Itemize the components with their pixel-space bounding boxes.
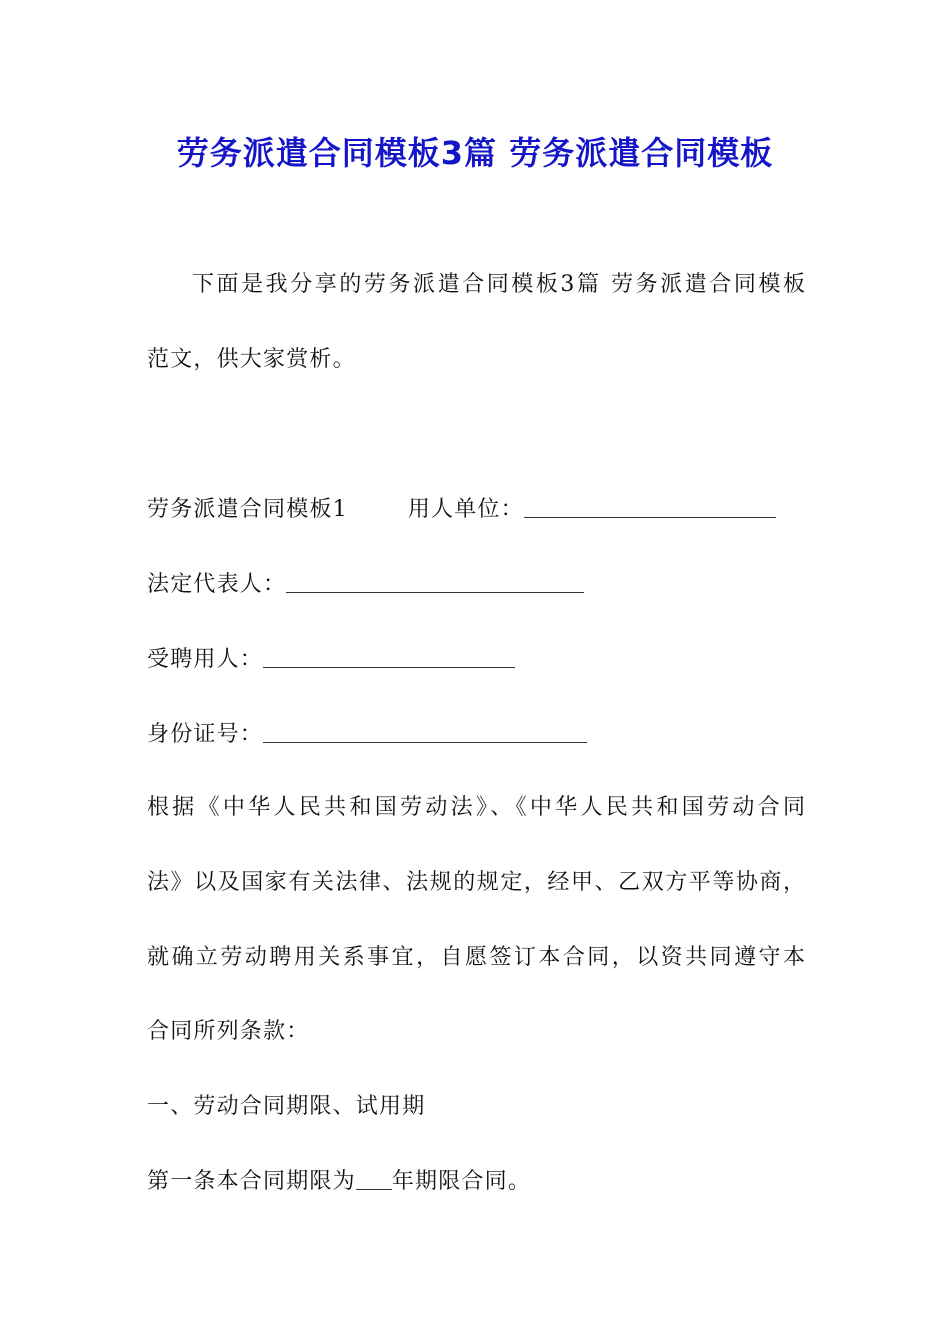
document-title: 劳务派遣合同模板3篇 劳务派遣合同模板 — [176, 134, 774, 172]
paragraph-line-1: 根据《中华人民共和国劳动法》、《中华人民共和国劳动合同 — [147, 795, 805, 820]
employer-label: 用人单位： — [407, 497, 524, 522]
legal-rep-blank — [286, 570, 584, 593]
employee-line — [147, 645, 515, 675]
id-number-line — [147, 720, 587, 750]
employee-blank — [263, 645, 515, 668]
contract-years-blank — [356, 1167, 392, 1190]
intro-line-1: 下面是我分享的劳务派遣合同模板3篇 劳务派遣合同模板 — [192, 272, 805, 297]
template-header-line — [147, 495, 776, 525]
paragraph-line-3: 就确立劳动聘用关系事宜，自愿签订本合同，以资共同遵守本 — [147, 945, 805, 970]
paragraph-line-2: 法》以及国家有关法律、法规的规定，经甲、乙双方平等协商， — [147, 870, 805, 895]
legal-rep-label: 法定代表人： — [147, 572, 287, 597]
employee-label: 受聘用人： — [147, 647, 264, 672]
article-1-line — [147, 1167, 531, 1197]
template-name: 劳务派遣合同模板1 — [147, 497, 348, 522]
article-1-text-after: 年期限合同。 — [391, 1169, 532, 1194]
section-heading: 一、劳动合同期限、试用期 — [147, 1094, 426, 1119]
intro-line-2: 范文，供大家赏析。 — [147, 347, 356, 372]
id-number-blank — [263, 720, 587, 743]
id-number-label: 身份证号： — [147, 722, 264, 747]
article-1-text-before: 第一条本合同期限为 — [147, 1169, 356, 1194]
paragraph-line-4: 合同所列条款： — [147, 1019, 310, 1044]
employer-blank — [524, 495, 776, 518]
legal-rep-line — [147, 570, 584, 600]
